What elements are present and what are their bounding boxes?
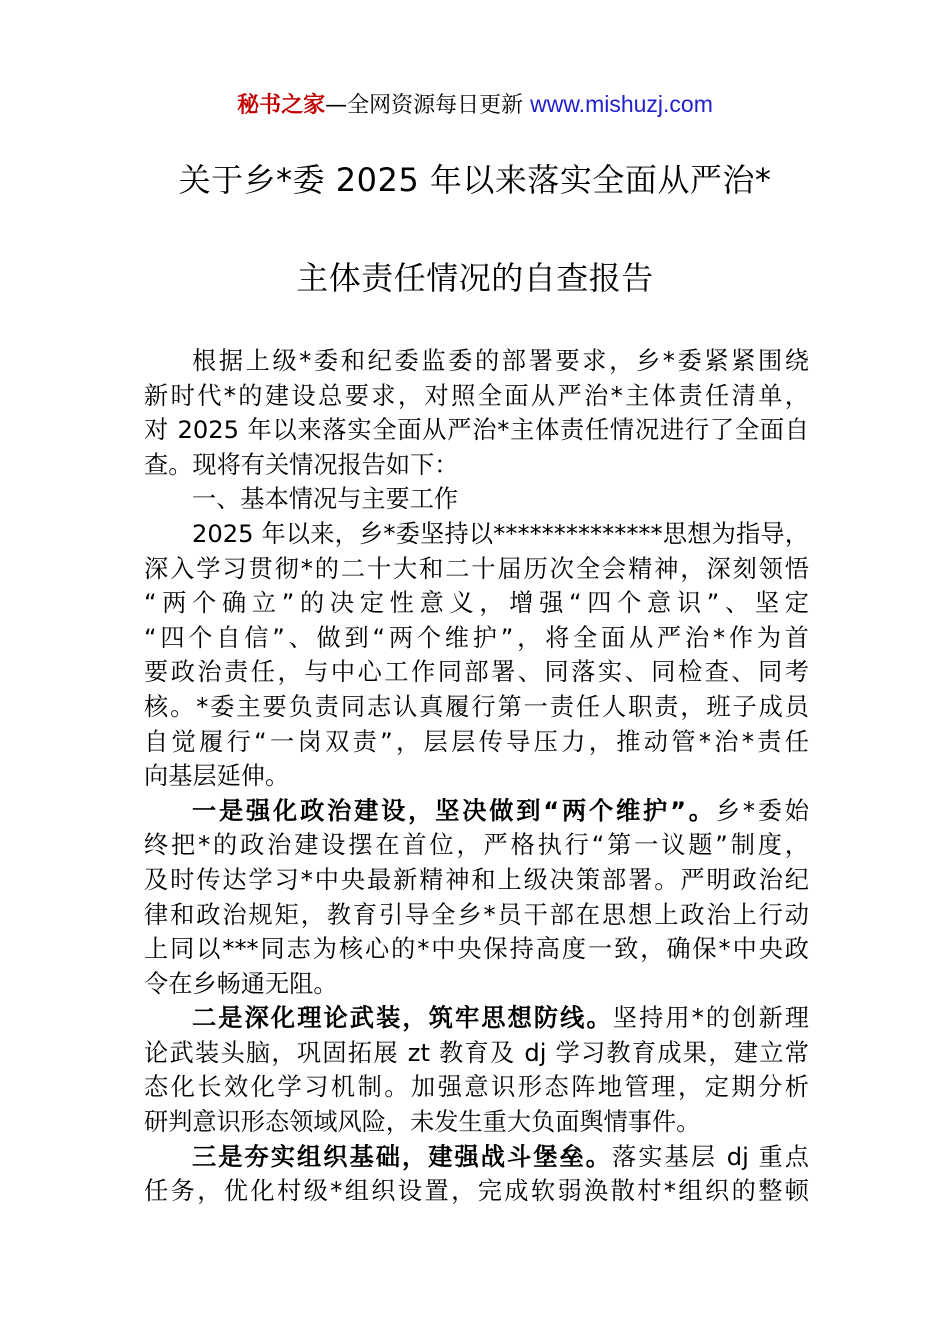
point3-heading: 三是夯实组织基础，建强战斗堡垒。 [192, 1142, 612, 1171]
intro-line: 查。现将有关情况报告如下： [144, 450, 459, 479]
intro-line: 根据上级*委和纪委监委的部署要求，乡*委紧紧围绕 [192, 347, 809, 375]
section-heading: 一、基本情况与主要工作 [192, 485, 459, 514]
point1-heading: 一是强化政治建设，坚决做到“两个维护”。 [192, 796, 716, 825]
section1-line: “两个确立”的决定性意义，增强“四个意识”、坚定 [144, 589, 809, 618]
section1-line: “四个自信”、做到“两个维护”，将全面从严治*作为首 [144, 623, 809, 652]
point1-line: 律和政治规矩，教育引导全乡*员干部在思想上政治上行动 [144, 900, 809, 929]
intro-line: 对 2025 年以来落实全面从严治*主体责任情况进行了全面自 [144, 416, 809, 445]
point2-text: 坚持用*的创新理 [612, 1004, 809, 1033]
point1-text: 乡*委始 [715, 796, 809, 825]
point1-first-line [144, 794, 809, 829]
point2-heading: 二是深化理论武装，筑牢思想防线。 [192, 1004, 613, 1033]
point2-line: 论武装头脑，巩固拓展 zt 教育及 dj 学习教育成果，建立常 [144, 1038, 809, 1067]
document-body [144, 344, 809, 1209]
point2-line: 态化长效化学习机制。加强意识形态阵地管理，定期分析 [144, 1073, 809, 1102]
site-header [0, 86, 950, 124]
point3-first-line [144, 1140, 809, 1175]
point2-line: 研判意识形态领域风险，未发生重大负面舆情事件。 [144, 1108, 701, 1137]
section1-line: 要政治责任，与中心工作同部署、同落实、同检查、同考 [144, 658, 809, 687]
point1-line: 上同以***同志为核心的*中央保持高度一致，确保*中央政 [144, 935, 809, 964]
point1-line: 及时传达学习*中央最新精神和上级决策部署。严明政治纪 [144, 865, 809, 894]
document-title-line-1: 关于乡*委 2025 年以来落实全面从严治* [178, 161, 772, 199]
section1-line: 向基层延伸。 [144, 762, 290, 791]
point1-line: 终把*的政治建设摆在首位，严格执行“第一议题”制度， [144, 831, 809, 860]
header-slogan: —全网资源每日更新 [325, 93, 524, 118]
brand-name: 秘书之家 [237, 93, 326, 118]
document-title-line-2: 主体责任情况的自查报告 [296, 259, 654, 297]
intro-line: 新时代*的建设总要求，对照全面从严治*主体责任清单， [144, 381, 809, 410]
website-link[interactable]: www.mishuzj.com [530, 91, 713, 117]
section1-line: 自觉履行“一岗双责”，层层传导压力，推动管*治*责任 [144, 727, 809, 756]
point1-line: 令在乡畅通无阻。 [144, 969, 338, 998]
point3-line: 任务，优化村级*组织设置，完成软弱涣散村*组织的整顿 [144, 1177, 809, 1206]
section1-line: 2025 年以来，乡*委坚持以**************思想为指导， [192, 519, 809, 548]
point2-first-line [144, 1001, 809, 1036]
section1-line: 深入学习贯彻*的二十大和二十届历次全会精神，深刻领悟 [144, 554, 809, 583]
point3-text: 落实基层 dj 重点 [611, 1142, 809, 1171]
section1-line: 核。*委主要负责同志认真履行第一责任人职责，班子成员 [144, 692, 809, 721]
